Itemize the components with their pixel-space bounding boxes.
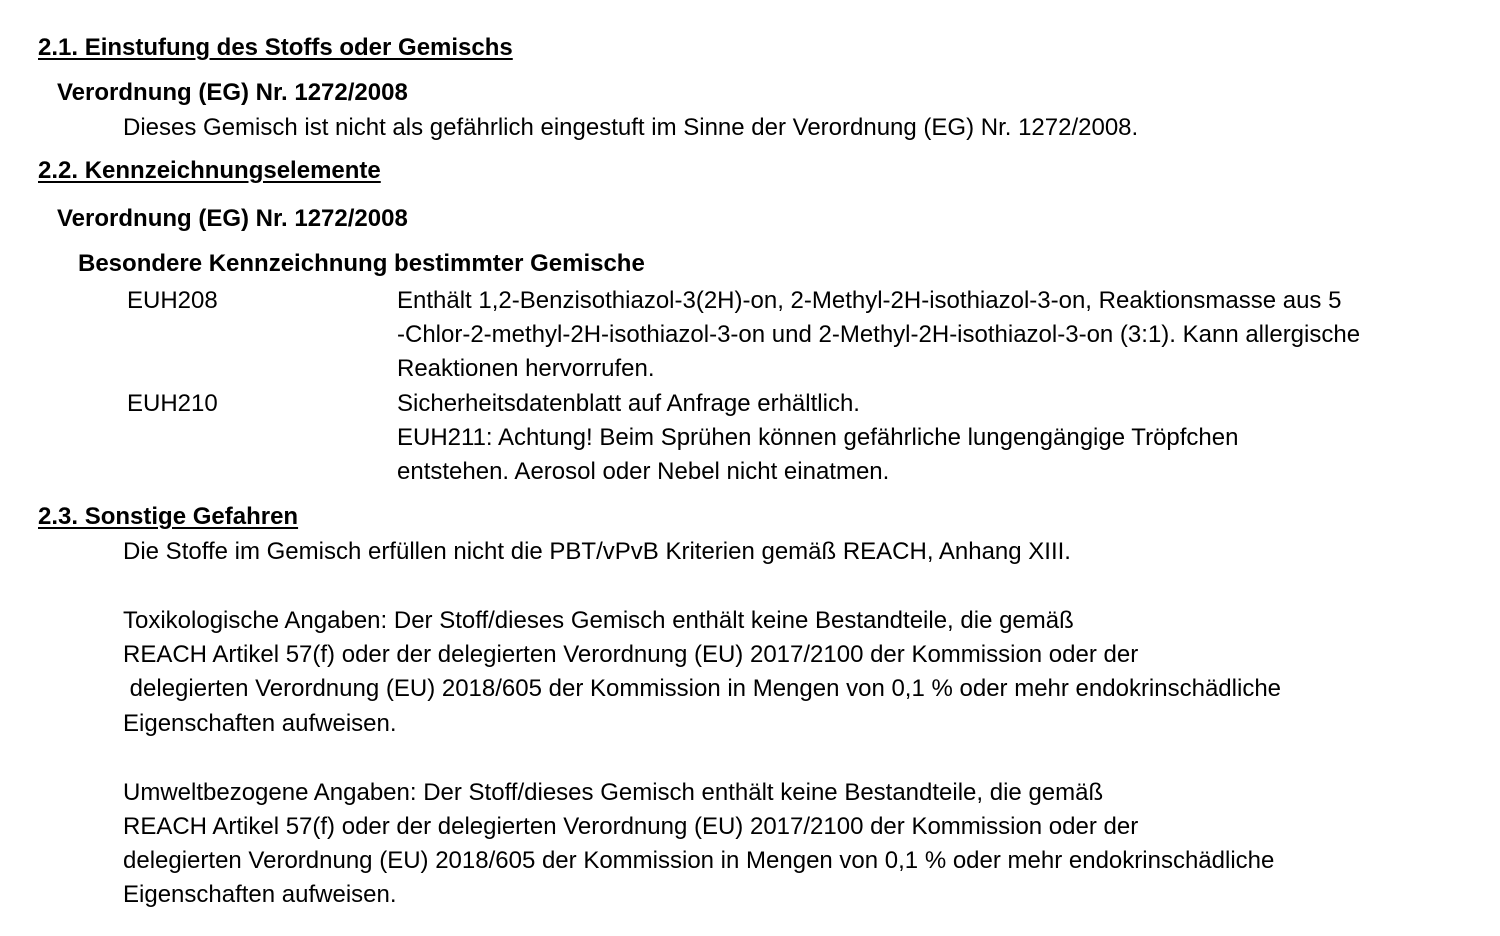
- hazard-code-euh208: EUH208: [127, 287, 218, 314]
- section-2-2-title: 2.2. Kennzeichnungselemente: [38, 157, 381, 184]
- env-paragraph-line: delegierten Verordnung (EU) 2018/605 der Kommission in Mengen von 0,1 % oder mehr endokrinschädliche: [123, 847, 1275, 874]
- hazard-text-line: Reaktionen hervorrufen.: [397, 355, 655, 382]
- tox-paragraph-line: REACH Artikel 57(f) oder der delegierten Verordnung (EU) 2017/2100 der Kommission oder der: [123, 641, 1139, 668]
- section-2-1-text: Dieses Gemisch ist nicht als gefährlich eingestuft im Sinne der Verordnung (EG) Nr. 1272/2008.: [123, 114, 1139, 141]
- hazard-text-line: Enthält 1,2-Benzisothiazol-3(2H)-on, 2-Methyl-2H-isothiazol-3-on, Reaktionsmasse aus 5: [397, 287, 1342, 314]
- env-paragraph-line: Umweltbezogene Angaben: Der Stoff/dieses Gemisch enthält keine Bestandteile, die gemäß: [123, 779, 1104, 806]
- tox-paragraph-line: Toxikologische Angaben: Der Stoff/dieses Gemisch enthält keine Bestandteile, die gemäß: [123, 607, 1074, 634]
- hazard-text-line: EUH211: Achtung! Beim Sprühen können gefährliche lungengängige Tröpfchen: [397, 424, 1239, 451]
- hazard-code-euh210: EUH210: [127, 390, 218, 417]
- pbt-statement: Die Stoffe im Gemisch erfüllen nicht die PBT/vPvB Kriterien gemäß REACH, Anhang XIII.: [123, 538, 1071, 565]
- tox-paragraph-line: Eigenschaften aufweisen.: [123, 710, 397, 737]
- env-paragraph-line: REACH Artikel 57(f) oder der delegierten Verordnung (EU) 2017/2100 der Kommission oder der: [123, 813, 1139, 840]
- tox-paragraph-line: delegierten Verordnung (EU) 2018/605 der Kommission in Mengen von 0,1 % oder mehr endokrinschädliche: [123, 675, 1282, 702]
- section-2-1-regulation: Verordnung (EG) Nr. 1272/2008: [57, 79, 408, 106]
- section-2-2-regulation: Verordnung (EG) Nr. 1272/2008: [57, 205, 408, 232]
- section-2-2-subheading: Besondere Kennzeichnung bestimmter Gemische: [78, 250, 645, 277]
- hazard-text-line: entstehen. Aerosol oder Nebel nicht einatmen.: [397, 458, 890, 485]
- env-paragraph-line: Eigenschaften aufweisen.: [123, 881, 397, 908]
- hazard-text-line: Sicherheitsdatenblatt auf Anfrage erhältlich.: [397, 390, 860, 417]
- hazard-text-line: -Chlor-2-methyl-2H-isothiazol-3-on und 2-Methyl-2H-isothiazol-3-on (3:1). Kann allergische: [397, 321, 1361, 348]
- section-2-3-title: 2.3. Sonstige Gefahren: [38, 503, 299, 530]
- section-2-1-title: 2.1. Einstufung des Stoffs oder Gemischs: [38, 34, 513, 61]
